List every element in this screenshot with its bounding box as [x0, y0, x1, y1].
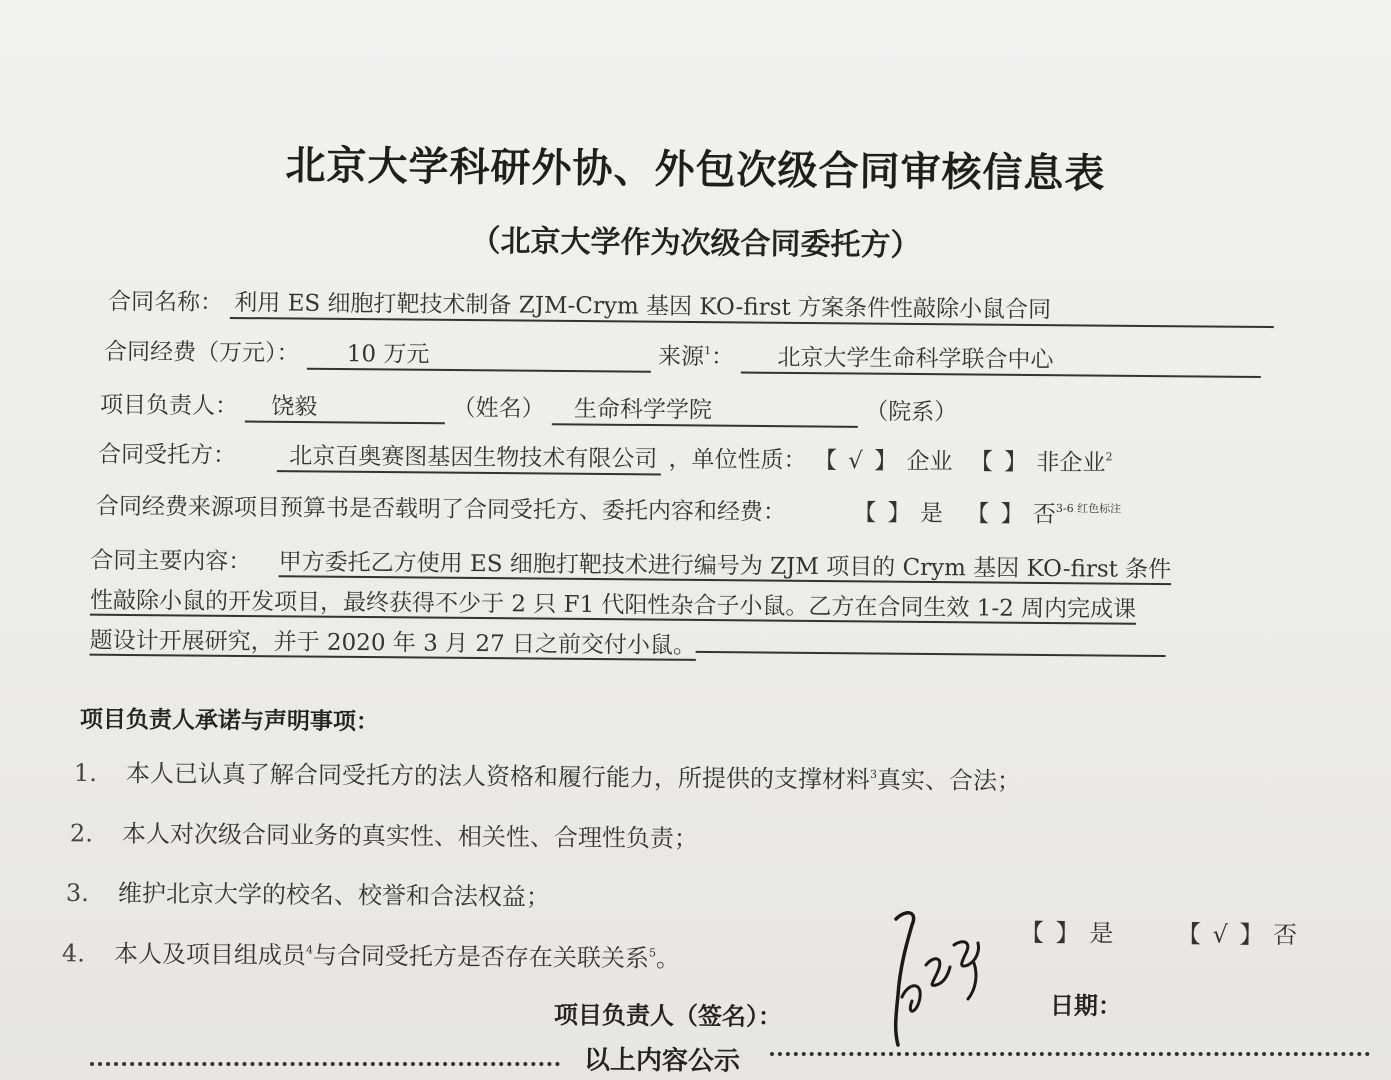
footer-dotted-line-left [90, 1062, 560, 1066]
pi-row [100, 386, 958, 428]
page-subtitle: （北京大学作为次级合同委托方） [470, 223, 921, 264]
commitment-item-2 [70, 813, 698, 853]
contract-fee-label: 合同经费（万元）： [103, 338, 300, 367]
commitment-number: 2. [69, 819, 94, 848]
pi-name: 饶毅 [245, 388, 445, 425]
commitment-footnote-2: 5 [648, 946, 657, 960]
commitment-number: 3. [65, 878, 90, 908]
trustee-label: 合同受托方： [97, 441, 237, 469]
footer-dotted-line-right [770, 1052, 1370, 1056]
commitment-text: 本人已认真了解合同受托方的法人资格和履行能力，所提供的支撑材料 [125, 759, 871, 794]
budget-question-text: 合同经费来源项目预算书是否载明了合同受托方、委托内容和经费： [95, 493, 787, 526]
trustee-row [98, 436, 1113, 480]
commitment-number: 4. [61, 939, 86, 968]
budget-no-label: 否 [1032, 501, 1056, 528]
public-notice: 以上内容公示 [583, 1045, 741, 1077]
contract-fee-row [104, 333, 1262, 378]
source-colon: ： [710, 344, 735, 371]
commitment-period: 。 [655, 944, 681, 973]
commitment-text: 本人及项目组成员 [113, 939, 307, 970]
source-label: 来源 [657, 343, 705, 371]
trustee-nature-label: ，单位性质： [668, 446, 807, 474]
main-content-line-1: 甲方委托乙方使用 ES 细胞打靶技术进行编号为 ZJM 项目的 Crym 基因 KO-first 条件 [278, 549, 1172, 584]
budget-question-row [96, 488, 1121, 530]
non-enterprise-checkbox[interactable]: 【 】 [969, 449, 1030, 476]
contract-name-label: 合同名称： [107, 288, 224, 316]
q4-no-label: 否 [1272, 921, 1298, 950]
contract-name-value: 利用 ES 细胞打靶技术制备 ZJM-Crym 基因 KO-first 方案条件性敲除小鼠合同 [230, 284, 1274, 328]
main-content-line-3: 题设计开展研究，并于 2020 年 3 月 27 日之前交付小鼠。 [89, 627, 697, 659]
pi-dept-suffix: （院系） [865, 398, 958, 426]
q4-options [1020, 913, 1297, 950]
non-enterprise-footnote: 2 [1105, 450, 1113, 464]
commitment-text-tail: 真实、合法； [876, 765, 1022, 796]
pi-department: 生命科学学院 [552, 390, 858, 428]
q4-yes-label: 是 [1089, 919, 1114, 948]
budget-no-checkbox[interactable]: 【 】 [966, 501, 1026, 528]
q4-yes-checkbox[interactable]: 【 】 [1019, 918, 1082, 948]
signature-label: 项目负责人（签名）： [553, 1001, 783, 1031]
commitment-text: 维护北京大学的校名、校誉和合法权益； [117, 879, 551, 912]
non-enterprise-label: 非企业 [1036, 449, 1106, 477]
commitment-item-3 [66, 873, 550, 912]
commitments-heading: 项目负责人承诺与声明事项： [79, 706, 380, 736]
trustee-value: 北京百奥赛图基因生物技术有限公司 [277, 437, 661, 475]
main-content-line-3-blank [696, 629, 1166, 657]
date-label: 日期： [1049, 991, 1123, 1021]
main-content-block [89, 541, 1320, 672]
enterprise-label: 企业 [906, 448, 953, 476]
q4-no-checkbox[interactable]: 【 √ 】 [1176, 920, 1266, 949]
main-content-line-2: 性敲除小鼠的开发项目，最终获得不少于 2 只 F1 代阳性杂合子小鼠。乙方在合同生效 1-2 周内完成课 [89, 587, 1137, 623]
commitment-item-1 [74, 753, 1021, 796]
budget-yes-label: 是 [919, 500, 944, 527]
commitment-item-4 [62, 933, 680, 973]
budget-yes-checkbox[interactable]: 【 】 [853, 500, 913, 527]
enterprise-checkbox[interactable]: 【 √ 】 [813, 447, 900, 475]
contract-fee-value: 10 万元 [307, 335, 651, 373]
commitment-footnote: 3 [869, 767, 878, 781]
commitment-text: 本人对次级合同业务的真实性、相关性、合理性负责； [121, 819, 699, 853]
main-content-label: 合同主要内容： [90, 547, 252, 576]
contract-name-row [108, 283, 1275, 328]
handwritten-signature [878, 905, 998, 1055]
commitment-footnote: 4 [305, 943, 314, 957]
budget-note: 3-6 红色标注 [1055, 501, 1122, 516]
source-footnote: 1 [704, 344, 712, 358]
pi-label: 项目负责人： [99, 392, 239, 420]
commitment-text-tail: 与合同受托方是否存在关联关系 [312, 941, 650, 973]
source-value: 北京大学生命科学联合中心 [741, 339, 1261, 379]
page-title: 北京大学科研外协、外包次级合同审核信息表 [285, 142, 1106, 198]
pi-name-suffix: （姓名） [452, 395, 545, 423]
commitment-number: 1. [73, 758, 98, 788]
